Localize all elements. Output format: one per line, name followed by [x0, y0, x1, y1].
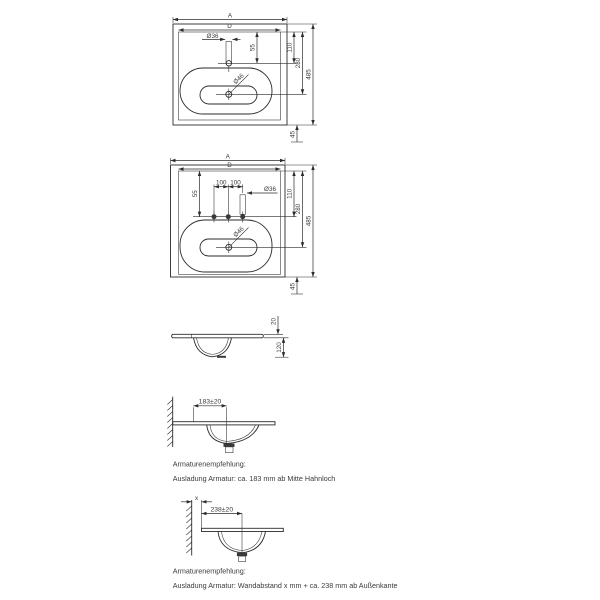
dim-label-hole-from-back: 110	[286, 42, 294, 53]
dim-rim-thickness	[264, 316, 283, 334]
dim-label-basin-width: D	[227, 162, 232, 170]
tap-hole-center	[226, 214, 231, 219]
basin-bowl-bottom-outline	[200, 86, 257, 104]
dim-label-tap-hole-offset: 55	[191, 190, 199, 198]
dim-label-overall-depth: 485	[305, 69, 313, 80]
wall	[167, 397, 172, 447]
dim-hole-spacing	[214, 179, 243, 213]
dim-label-bowl-depth: 120	[275, 342, 283, 353]
dim-label-overall-width: A	[225, 153, 230, 161]
note-title: Armaturenempfehlung:	[172, 566, 246, 576]
note-text: Ausladung Armatur: Wandabstand x mm + ca. 238 mm ab Außenkante	[172, 581, 398, 590]
right-side-dimensions	[281, 165, 318, 294]
dim-tap-hole-dia	[247, 186, 278, 193]
tap-hole-slot	[240, 195, 245, 215]
dim-label-spacing-right: 100	[230, 179, 241, 187]
dim-label-tap-reach: 183±20	[198, 398, 222, 406]
dim-label-front-edge: 45	[289, 282, 297, 291]
dim-label-tap-reach: 238±20	[210, 506, 234, 514]
dim-label-rim-thickness: 20	[270, 317, 278, 326]
dim-label-spacing-left: 100	[215, 179, 227, 187]
rim-section	[173, 422, 275, 425]
drain-fitting	[224, 444, 235, 447]
drain-fitting	[237, 553, 247, 556]
dim-label-tap-hole-dia: Ø36	[206, 32, 219, 40]
bowl-section-outer	[194, 338, 232, 357]
basin-bowl-outline	[180, 68, 272, 114]
bowl-section-inner	[210, 425, 256, 442]
tap-hole-right	[240, 214, 245, 219]
tap-reach-view-183	[167, 397, 335, 483]
side-section-view	[172, 316, 289, 358]
dim-label-hole-from-back: 110	[286, 188, 294, 199]
wall	[186, 500, 191, 556]
bowl-section-inner	[197, 338, 229, 355]
tap-reach-view-238	[173, 495, 398, 590]
dim-label-overall-width: A	[227, 12, 233, 20]
dim-tap-hole-offset	[249, 32, 257, 63]
dim-tap-reach	[202, 506, 243, 553]
dim-label-overall-depth: 485	[305, 215, 313, 227]
dim-label-drain-from-back: 280	[294, 57, 302, 69]
dim-label-tap-hole-offset: 55	[249, 44, 257, 52]
dim-bowl-depth	[264, 338, 289, 357]
rim-section	[202, 528, 284, 531]
dim-label-tap-hole-dia: Ø36	[264, 186, 276, 193]
dim-label-wall-gap: x	[195, 494, 199, 502]
dim-tap-hole-offset	[192, 171, 200, 217]
tap-hole-left	[212, 214, 217, 219]
drain-section	[217, 356, 226, 358]
dim-wall-gap	[181, 495, 212, 528]
note-text: Ausladung Armatur: ca. 183 mm ab Mitte Hahnloch	[172, 474, 336, 483]
dim-overall-width	[173, 13, 287, 23]
dim-label-drain-dia: Ø46	[232, 72, 246, 86]
dim-label-drain-from-back: 280	[294, 203, 302, 215]
drain-trap	[226, 447, 234, 453]
drain-trap	[239, 556, 246, 562]
tap-holes	[193, 195, 297, 223]
right-side-dimensions	[281, 24, 318, 142]
top-view-single-hole	[173, 13, 317, 142]
note-title: Armaturenempfehlung:	[172, 459, 246, 469]
dim-label-drain-dia: Ø46	[232, 225, 246, 239]
rim-section	[172, 334, 264, 338]
dim-label-basin-width: D	[227, 23, 232, 31]
dim-basin-width	[179, 162, 281, 169]
dim-label-front-edge: 45	[289, 130, 297, 139]
dim-tap-hole-dia	[202, 33, 241, 40]
top-view-three-holes	[171, 154, 318, 294]
